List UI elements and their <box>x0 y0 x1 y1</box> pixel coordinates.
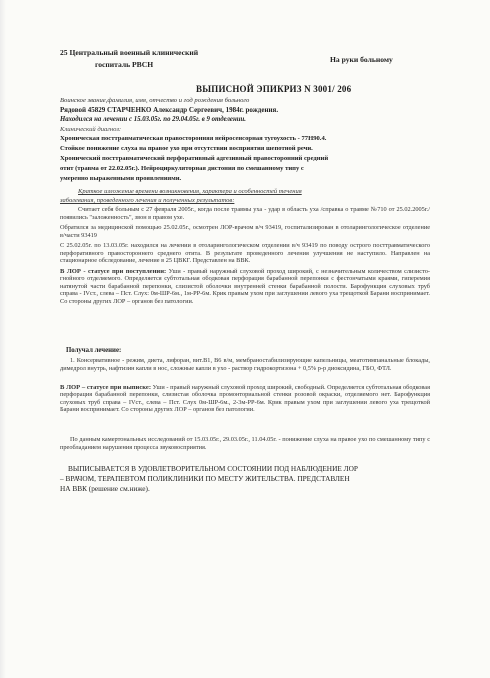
conclusion-line-2: – ВРАЧОМ, ТЕРАПЕВТОМ ПОЛИКЛИНИКИ ПО МЕСТУ ЖИТЕЛЬСТВА. ПРЕДСТАВЛЕН <box>60 474 350 483</box>
diagnosis-line-3: Хронический посттравматический перфоративный адгезивный правосторонний средний <box>60 155 329 162</box>
document-title: ВЫПИСНОЙ ЭПИКРИЗ N 3001/ 206 <box>196 84 352 94</box>
patient-fields-label: Воинское звание,фамилия, имя, отчество и год рождения больного <box>60 97 250 104</box>
conclusion-line-1: ВЫПИСЫВАЕТСЯ В УДОВЛЕТВОРИТЕЛЬНОМ СОСТОЯНИИ ПОД НАБЛЮДЕНИЕ ЛОР <box>68 464 358 473</box>
treatment-label: Получал лечение: <box>66 347 122 354</box>
diagnosis-line-2: Стойкое понижение слуха на правое ухо при отсутствии восприятия шепотной речи. <box>60 145 313 152</box>
history-paragraph-3: С 25.02.05г. по 13.03.05г. находился на лечении в отоларингологическом отделении в/ч 93419 по поводу острого посттравматического перфоративного правостороннего среднего отита. В результате проведенного лечения улучшения не наступило. Направлен на стационарное обследование, лечение в 25 ЦВКГ. Представлен на ВВК. <box>60 242 430 265</box>
diagnosis-line-4: отит (травма от 22.02.05г.). Нейроциркуляторная дистония по смешанному типу с <box>60 165 304 172</box>
history-paragraph-2: Обратился за медицинской помощью 25.02.05г., осмотрен ЛОР-врачом в/ч 93419, госпитализирован в отоларингологическое отделение в/части 93419 <box>60 224 430 239</box>
history-paragraph-1: Считает себя больным с 27 февраля 2005г., когда после травмы уха - удар в область уха /справка о травме №710 от 25.02.2005г./ появились "заложенность", звон в правом ухе. <box>60 206 430 221</box>
lor-admission-label: В ЛОР - статусе при поступлении: <box>60 268 167 275</box>
scan-edge-shadow <box>0 0 6 678</box>
lor-discharge-text: Уши - правый наружный слуховой проход широкий, свободный. Определяется субтотальная ободковая перфорация барабанной перепонки, слизистая оболочка промонториальной стенки розовой окраски, отделяемого нет. Барофункция слуховых труб справа – IVст., слева – Пст. Слух 0м-ШР-6м., 2-3м-РР-6м. Крик правым ухом при заглушении левого уха трещоткой Барани воспринимает. Со стороны других ЛОР – органов без патологии. <box>60 384 430 414</box>
diagnosis-line-1: Хроническая посттравматическая правосторонняя нейросенсорная тугоухость - 77Н90.4. <box>60 135 327 142</box>
patient-name-line: Рядовой 45829 СТАРЧЕНКО Александр Сергеевич, 1984г. рождения. <box>60 106 279 114</box>
audiometry-text: По данным камертональных исследований от 15.03.05г., 29.03.05г., 11.04.05г. - понижение слуха на правое ухо по смешанному типу с преобладанием нарушения процесса звуковосприятия. <box>60 436 430 451</box>
hospital-name-line1: 25 Центральный военный клинический <box>60 48 199 57</box>
lor-admission-text: Уши - правый наружный слуховой проход широкий, с незначительным количеством слизисто-гнойного отделяемого. Определяется субтотальная ободковая перфорация барабанной перепонки с фестончатыми краями, гиперемия натянутой части барабанной перепонки, слизистой оболочки внутренней стенки барабанной полости. Барофункция слуховых труб справа - IVст., слева – Пст. Слух: 0м-ШР-6м., 1м-РР-6м. Крик правым ухом при заглушении левого уха трещоткой Барани воспринимает. Со стороны других ЛОР – органов без патологии. <box>60 268 430 305</box>
hospital-stay-line: Находился на лечении с 15.03.05г. по 29.04.05г. в 9 отделении. <box>60 116 246 123</box>
treatment-text: 1. Консервативное - режим, диета, лифоран, вит.B1, B6 в/м, мембраностабилизирующие капельницы, меатотимпанальные блокады, димедрол внутрь, нафтизин капли в нос, сложные капли в ухо - раствор гидрокортизона + 0,5% р-р диоксидина, ГБО, ФТЛ. <box>60 357 430 372</box>
lor-discharge-section <box>60 384 430 414</box>
lor-discharge-label: В ЛОР – статусе при выписке: <box>60 384 152 391</box>
diagnosis-line-5: умеренно выраженными проявлениями. <box>60 175 182 182</box>
lor-admission-section <box>60 268 430 305</box>
summary-label-line1: Краткое изложение времени возникновения, характера и особенностей течения <box>78 188 302 195</box>
clinical-diagnosis-label: Клинический диагноз: <box>60 126 122 133</box>
recipient-note: На руки больному <box>330 55 393 64</box>
conclusion-line-3: НА ВВК (решение см.ниже). <box>60 484 150 493</box>
summary-label-line2: заболевания, проведенного лечения и полученных результатов: <box>60 197 235 204</box>
hospital-name-line2: госпиталь РВСН <box>95 60 154 69</box>
